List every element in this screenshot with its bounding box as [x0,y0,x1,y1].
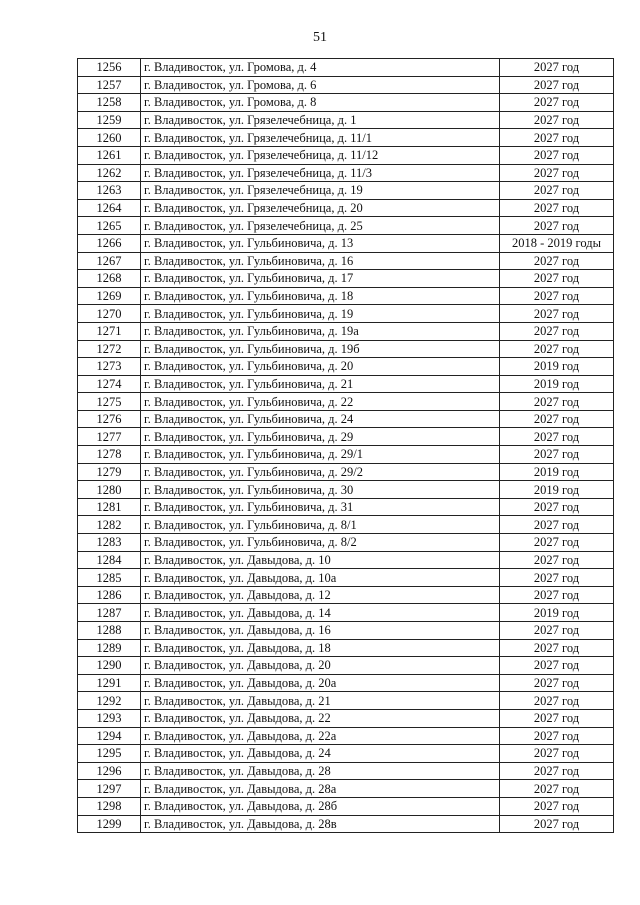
table-row [78,146,614,164]
address-cell: г. Владивосток, ул. Громова, д. 6 [141,76,500,94]
row-number-cell: 1266 [78,234,141,252]
row-number-cell: 1298 [78,797,141,815]
address-cell: г. Владивосток, ул. Гульбиновича, д. 19б [141,340,500,358]
address-cell: г. Владивосток, ул. Грязелечебница, д. 19 [141,182,500,200]
row-number-cell: 1285 [78,569,141,587]
repair-period-cell: 2027 год [500,762,614,780]
table-row [78,709,614,727]
row-number-cell: 1259 [78,111,141,129]
address-cell: г. Владивосток, ул. Громова, д. 8 [141,94,500,112]
address-cell: г. Владивосток, ул. Давыдова, д. 21 [141,692,500,710]
row-number-cell: 1290 [78,657,141,675]
repair-period-cell: 2027 год [500,569,614,587]
row-number-cell: 1276 [78,410,141,428]
repair-period-cell: 2027 год [500,498,614,516]
table-row [78,340,614,358]
row-number-cell: 1294 [78,727,141,745]
repair-period-cell: 2027 год [500,76,614,94]
row-number-cell: 1265 [78,217,141,235]
row-number-cell: 1291 [78,674,141,692]
row-number-cell: 1283 [78,534,141,552]
repair-period-cell: 2027 год [500,551,614,569]
row-number-cell: 1262 [78,164,141,182]
row-number-cell: 1292 [78,692,141,710]
address-cell: г. Владивосток, ул. Давыдова, д. 24 [141,745,500,763]
repair-period-cell: 2027 год [500,797,614,815]
address-cell: г. Владивосток, ул. Давыдова, д. 12 [141,586,500,604]
table-row [78,551,614,569]
repair-period-cell: 2027 год [500,657,614,675]
address-cell: г. Владивосток, ул. Гульбиновича, д. 17 [141,270,500,288]
address-cell: г. Владивосток, ул. Грязелечебница, д. 1 [141,111,500,129]
row-number-cell: 1286 [78,586,141,604]
row-number-cell: 1278 [78,446,141,464]
address-cell: г. Владивосток, ул. Гульбиновича, д. 29/1 [141,446,500,464]
repair-period-cell: 2027 год [500,252,614,270]
repair-period-cell: 2018 - 2019 годы [500,234,614,252]
page-number: 51 [313,30,327,45]
table-row [78,164,614,182]
address-cell: г. Владивосток, ул. Гульбиновича, д. 20 [141,358,500,376]
row-number-cell: 1267 [78,252,141,270]
row-number-cell: 1270 [78,305,141,323]
repair-period-cell: 2019 год [500,358,614,376]
table-row [78,410,614,428]
address-cell: г. Владивосток, ул. Громова, д. 4 [141,59,500,77]
row-number-cell: 1293 [78,709,141,727]
repair-period-cell: 2027 год [500,164,614,182]
row-number-cell: 1260 [78,129,141,147]
repair-period-cell: 2027 год [500,692,614,710]
address-cell: г. Владивосток, ул. Грязелечебница, д. 11/1 [141,129,500,147]
repair-period-cell: 2027 год [500,446,614,464]
table-row [78,639,614,657]
row-number-cell: 1268 [78,270,141,288]
repair-period-cell: 2027 год [500,622,614,640]
repair-period-cell: 2027 год [500,111,614,129]
table-row [78,674,614,692]
address-cell: г. Владивосток, ул. Гульбиновича, д. 29 [141,428,500,446]
repair-period-cell: 2027 год [500,780,614,798]
address-cell: г. Владивосток, ул. Гульбиновича, д. 19а [141,322,500,340]
address-cell: г. Владивосток, ул. Давыдова, д. 22а [141,727,500,745]
table-row [78,604,614,622]
row-number-cell: 1281 [78,498,141,516]
row-number-cell: 1297 [78,780,141,798]
row-number-cell: 1282 [78,516,141,534]
row-number-cell: 1271 [78,322,141,340]
address-cell: г. Владивосток, ул. Гульбиновича, д. 8/2 [141,534,500,552]
row-number-cell: 1274 [78,375,141,393]
table-row [78,463,614,481]
table-row [78,76,614,94]
address-cell: г. Владивосток, ул. Давыдова, д. 18 [141,639,500,657]
table-row [78,234,614,252]
row-number-cell: 1280 [78,481,141,499]
repair-period-cell: 2019 год [500,375,614,393]
repair-period-cell: 2027 год [500,586,614,604]
row-number-cell: 1258 [78,94,141,112]
table-row [78,534,614,552]
address-cell: г. Владивосток, ул. Давыдова, д. 16 [141,622,500,640]
table-row [78,270,614,288]
table-row [78,129,614,147]
table-row [78,762,614,780]
repair-period-cell: 2027 год [500,59,614,77]
address-cell: г. Владивосток, ул. Гульбиновича, д. 31 [141,498,500,516]
repair-period-cell: 2027 год [500,129,614,147]
address-cell: г. Владивосток, ул. Гульбиновича, д. 22 [141,393,500,411]
table-row [78,797,614,815]
table-row [78,780,614,798]
repair-period-cell: 2027 год [500,305,614,323]
address-cell: г. Владивосток, ул. Грязелечебница, д. 25 [141,217,500,235]
repair-period-cell: 2027 год [500,393,614,411]
repair-period-cell: 2027 год [500,516,614,534]
repair-period-cell: 2027 год [500,745,614,763]
address-cell: г. Владивосток, ул. Гульбиновича, д. 19 [141,305,500,323]
repair-period-cell: 2019 год [500,481,614,499]
table-row [78,481,614,499]
table-row [78,745,614,763]
address-cell: г. Владивосток, ул. Грязелечебница, д. 11/12 [141,146,500,164]
repair-period-cell: 2027 год [500,217,614,235]
row-number-cell: 1296 [78,762,141,780]
row-number-cell: 1264 [78,199,141,217]
table-row [78,182,614,200]
table-row [78,569,614,587]
table-row [78,59,614,77]
table-row [78,358,614,376]
address-cell: г. Владивосток, ул. Давыдова, д. 28 [141,762,500,780]
repair-period-cell: 2027 год [500,410,614,428]
row-number-cell: 1277 [78,428,141,446]
row-number-cell: 1289 [78,639,141,657]
table-row [78,657,614,675]
row-number-cell: 1273 [78,358,141,376]
address-cell: г. Владивосток, ул. Давыдова, д. 28в [141,815,500,833]
repair-period-cell: 2027 год [500,727,614,745]
repair-period-cell: 2027 год [500,287,614,305]
repair-period-cell: 2027 год [500,534,614,552]
table-row [78,305,614,323]
repair-period-cell: 2019 год [500,463,614,481]
table-row [78,287,614,305]
repair-period-cell: 2027 год [500,146,614,164]
housing-repair-schedule-table [77,58,614,833]
table-row [78,322,614,340]
row-number-cell: 1299 [78,815,141,833]
row-number-cell: 1287 [78,604,141,622]
repair-period-cell: 2027 год [500,182,614,200]
table-row [78,375,614,393]
repair-period-cell: 2027 год [500,322,614,340]
address-cell: г. Владивосток, ул. Давыдова, д. 14 [141,604,500,622]
repair-period-cell: 2027 год [500,815,614,833]
table-row [78,393,614,411]
repair-period-cell: 2027 год [500,340,614,358]
table-row [78,586,614,604]
row-number-cell: 1284 [78,551,141,569]
address-cell: г. Владивосток, ул. Давыдова, д. 22 [141,709,500,727]
table-row [78,199,614,217]
row-number-cell: 1272 [78,340,141,358]
address-cell: г. Владивосток, ул. Давыдова, д. 20а [141,674,500,692]
table-row [78,692,614,710]
table-row [78,428,614,446]
row-number-cell: 1288 [78,622,141,640]
address-cell: г. Владивосток, ул. Гульбиновича, д. 8/1 [141,516,500,534]
row-number-cell: 1261 [78,146,141,164]
table-row [78,252,614,270]
table-row [78,111,614,129]
table-row [78,815,614,833]
address-cell: г. Владивосток, ул. Гульбиновича, д. 13 [141,234,500,252]
repair-period-cell: 2027 год [500,94,614,112]
address-cell: г. Владивосток, ул. Гульбиновича, д. 30 [141,481,500,499]
table-row [78,217,614,235]
repair-period-cell: 2027 год [500,199,614,217]
address-cell: г. Владивосток, ул. Гульбиновича, д. 21 [141,375,500,393]
row-number-cell: 1275 [78,393,141,411]
table-row [78,498,614,516]
address-cell: г. Владивосток, ул. Давыдова, д. 28а [141,780,500,798]
address-cell: г. Владивосток, ул. Давыдова, д. 20 [141,657,500,675]
table-row [78,727,614,745]
address-cell: г. Владивосток, ул. Гульбиновича, д. 29/2 [141,463,500,481]
address-cell: г. Владивосток, ул. Грязелечебница, д. 11/3 [141,164,500,182]
address-cell: г. Владивосток, ул. Грязелечебница, д. 20 [141,199,500,217]
address-cell: г. Владивосток, ул. Гульбиновича, д. 24 [141,410,500,428]
table-body [78,59,614,833]
row-number-cell: 1279 [78,463,141,481]
address-cell: г. Владивосток, ул. Давыдова, д. 10 [141,551,500,569]
repair-period-cell: 2027 год [500,428,614,446]
row-number-cell: 1256 [78,59,141,77]
address-cell: г. Владивосток, ул. Давыдова, д. 10а [141,569,500,587]
address-cell: г. Владивосток, ул. Гульбиновича, д. 18 [141,287,500,305]
repair-period-cell: 2027 год [500,639,614,657]
repair-period-cell: 2027 год [500,709,614,727]
table-row [78,516,614,534]
row-number-cell: 1263 [78,182,141,200]
repair-period-cell: 2019 год [500,604,614,622]
row-number-cell: 1295 [78,745,141,763]
address-cell: г. Владивосток, ул. Давыдова, д. 28б [141,797,500,815]
repair-period-cell: 2027 год [500,674,614,692]
row-number-cell: 1269 [78,287,141,305]
table-row [78,622,614,640]
address-cell: г. Владивосток, ул. Гульбиновича, д. 16 [141,252,500,270]
table-row [78,94,614,112]
row-number-cell: 1257 [78,76,141,94]
table-row [78,446,614,464]
repair-period-cell: 2027 год [500,270,614,288]
